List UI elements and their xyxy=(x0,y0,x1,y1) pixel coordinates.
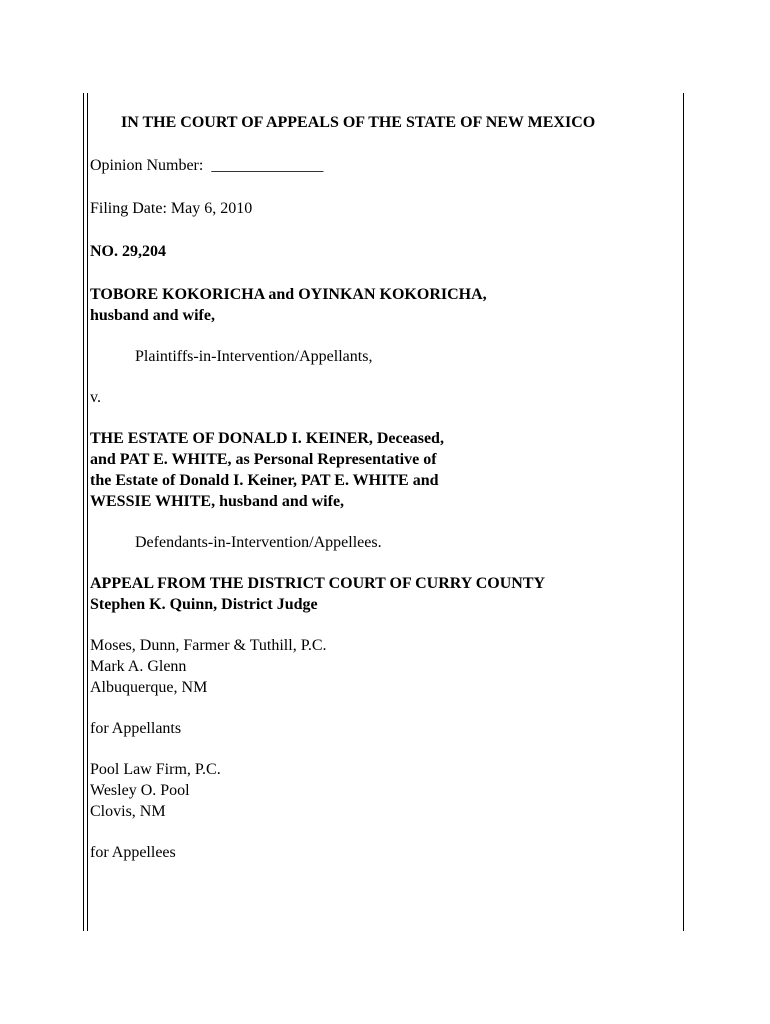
plaintiffs-line-1: TOBORE KOKORICHA and OYINKAN KOKORICHA, xyxy=(90,286,487,303)
appellee-counsel-firm: Pool Law Firm, P.C. xyxy=(90,761,221,778)
defendants-line-3: the Estate of Donald I. Keiner, PAT E. WHITE and xyxy=(90,472,439,489)
defendants-line-4: WESSIE WHITE, husband and wife, xyxy=(90,493,345,510)
opinion-number: Opinion Number: ______________ xyxy=(90,157,324,174)
appellee-for: for Appellees xyxy=(90,844,176,861)
filing-date: Filing Date: May 6, 2010 xyxy=(90,200,253,217)
defendants-line-1: THE ESTATE OF DONALD I. KEINER, Deceased, xyxy=(90,430,444,447)
court-title: IN THE COURT OF APPEALS OF THE STATE OF NEW MEXICO xyxy=(121,114,596,131)
defendants-line-2: and PAT E. WHITE, as Personal Representative of xyxy=(90,451,437,468)
appellant-counsel-firm: Moses, Dunn, Farmer & Tuthill, P.C. xyxy=(90,637,327,654)
versus: v. xyxy=(90,389,101,406)
case-number: NO. 29,204 xyxy=(90,243,166,260)
plaintiffs-line-2: husband and wife, xyxy=(90,307,215,324)
appellee-counsel-city: Clovis, NM xyxy=(90,803,166,820)
appeal-court: APPEAL FROM THE DISTRICT COURT OF CURRY COUNTY xyxy=(90,575,546,592)
defendants-role: Defendants-in-Intervention/Appellees. xyxy=(135,534,382,551)
right-margin-rule xyxy=(683,93,684,931)
plaintiffs-role: Plaintiffs-in-Intervention/Appellants, xyxy=(135,348,373,365)
appellant-counsel-city: Albuquerque, NM xyxy=(90,679,208,696)
appeal-judge: Stephen K. Quinn, District Judge xyxy=(90,596,318,613)
appellant-for: for Appellants xyxy=(90,720,182,737)
appellant-counsel-attorney: Mark A. Glenn xyxy=(90,658,187,675)
left-margin-rule-inner xyxy=(87,93,88,931)
appellee-counsel-attorney: Wesley O. Pool xyxy=(90,782,190,799)
left-margin-rule-outer xyxy=(83,93,84,931)
opinion-caption xyxy=(90,112,670,863)
